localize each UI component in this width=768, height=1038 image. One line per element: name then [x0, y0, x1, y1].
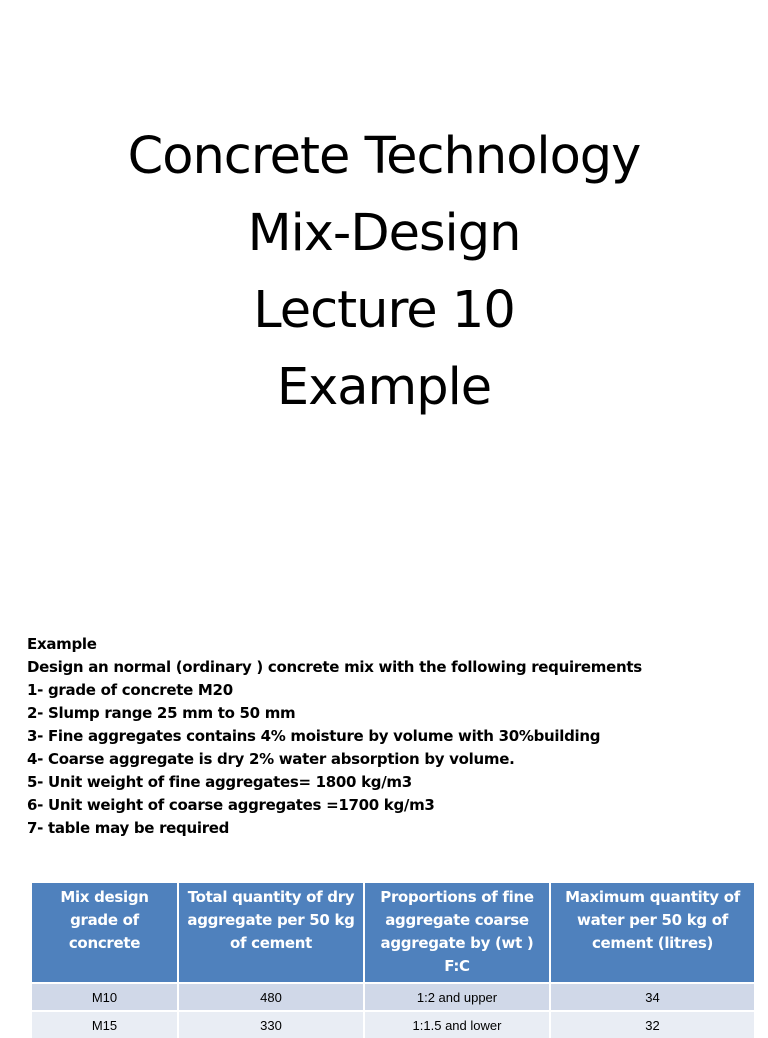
cell-total-aggregate: 480	[178, 983, 364, 1011]
mix-design-table	[32, 883, 754, 1038]
header-total-aggregate: Total quantity of dry aggregate per 50 kg of cement	[178, 883, 364, 983]
example-heading: Example	[27, 635, 97, 653]
requirement-item: 3- Fine aggregates contains 4% moisture by volume with 30%building	[27, 727, 601, 745]
header-grade: Mix design grade of concrete	[32, 883, 178, 983]
table-row	[32, 1011, 754, 1038]
cell-grade: M15	[32, 1011, 178, 1038]
requirement-item: 5- Unit weight of fine aggregates= 1800 kg/m3	[27, 773, 412, 791]
requirement-item: 4- Coarse aggregate is dry 2% water absorption by volume.	[27, 750, 515, 768]
slide-title	[0, 118, 768, 426]
cell-grade: M10	[32, 983, 178, 1011]
example-intro: Design an normal (ordinary ) concrete mix with the following requirements	[27, 658, 642, 676]
title-line-example: Example	[276, 358, 492, 417]
cell-max-water: 32	[550, 1011, 754, 1038]
table-row	[32, 983, 754, 1011]
title-line-course: Concrete Technology	[127, 127, 641, 186]
title-line-lecture: Lecture 10	[253, 281, 515, 340]
header-max-water: Maximum quantity of water per 50 kg of cement (litres)	[550, 883, 754, 983]
requirement-item: 7- table may be required	[27, 819, 230, 837]
cell-proportions: 1:1.5 and lower	[364, 1011, 550, 1038]
cell-proportions: 1:2 and upper	[364, 983, 550, 1011]
cell-max-water: 34	[550, 983, 754, 1011]
cell-total-aggregate: 330	[178, 1011, 364, 1038]
table-header-row	[32, 883, 754, 983]
header-proportions: Proportions of fine aggregate coarse aggregate by (wt ) F:C	[364, 883, 550, 983]
requirement-item: 6- Unit weight of coarse aggregates =1700 kg/m3	[27, 796, 435, 814]
requirement-item: 2- Slump range 25 mm to 50 mm	[27, 704, 296, 722]
requirement-item: 1- grade of concrete M20	[27, 681, 233, 699]
title-line-topic: Mix-Design	[247, 204, 521, 263]
example-text	[27, 633, 747, 840]
